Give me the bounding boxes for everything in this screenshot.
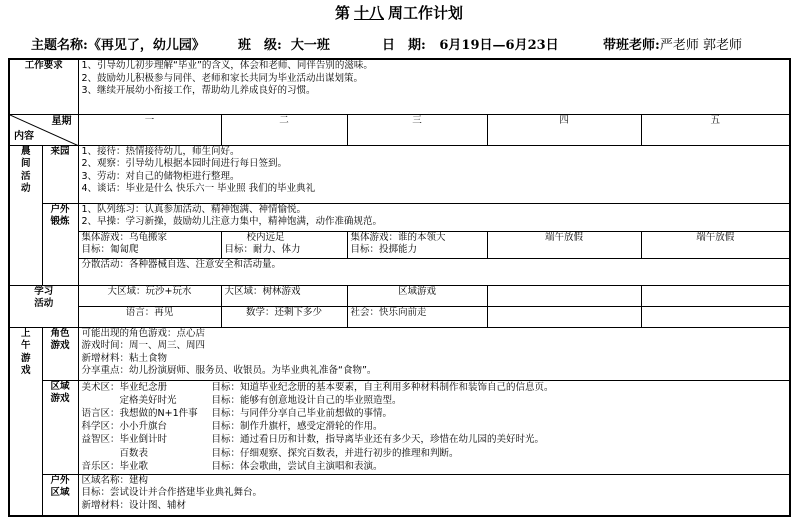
title-suffix: 周工作计划 xyxy=(388,4,464,22)
outdoor-day-fri: 端午放假 xyxy=(641,231,790,258)
study-lesson-wed: 社会：快乐向前走 xyxy=(347,306,487,327)
label-line: 户外 xyxy=(50,474,70,486)
cell-line: 校内远足 xyxy=(246,231,285,243)
activity-goal: 目标：制作升旗杆，感受定滑轮的作用。 xyxy=(211,421,383,433)
teacher-field xyxy=(603,34,742,53)
arrival-line: 3、劳动：对自己的储物柜进行整理。 xyxy=(81,170,240,182)
theme-value: 《再见了，幼儿园》 xyxy=(87,38,205,53)
area-row xyxy=(82,447,787,460)
label-line: 区域 xyxy=(50,487,70,498)
outdoor-area-label xyxy=(42,474,78,516)
label-char: 戏 xyxy=(20,365,31,376)
weekday-label: 星期 xyxy=(51,115,72,127)
work-line: 3、继续开展幼小衔接工作，帮助幼儿养成良好的习惯。 xyxy=(81,85,316,96)
class-value: 大一班 xyxy=(290,38,330,53)
activity-goal: 目标：仔细观察、探究百数表，并进行初步的推理和判断。 xyxy=(211,447,459,459)
study-empty xyxy=(641,285,790,306)
morning-activity-label xyxy=(9,145,42,285)
area-name: 音乐区： xyxy=(81,460,120,472)
role-line: 分享重点：幼儿扮演厨师、服务员、收银员。为毕业典礼准备“食物”。 xyxy=(81,365,377,376)
study-area-mon: 大区域：玩沙+玩水 xyxy=(78,285,221,306)
work-requirements-content xyxy=(78,59,790,114)
weekday-diagonal-header xyxy=(9,114,78,145)
outdoor-area-line: 区域名称：建构 xyxy=(81,474,149,486)
outdoor-day-wed xyxy=(347,231,487,258)
role-line: 可能出现的角色游戏：点心店 xyxy=(81,327,206,339)
teacher-value: 严老师 郭老师 xyxy=(659,38,742,53)
outdoor-day-tue xyxy=(221,231,347,258)
label-char: 晨 xyxy=(20,145,31,157)
arrival-line: 2、观察：引导幼儿根据本园时间进行每日签到。 xyxy=(81,158,288,169)
label-line: 区域 xyxy=(50,380,70,392)
outdoor-area-line: 新增材料：设计图、辅材 xyxy=(81,499,187,511)
study-area-tue: 大区域：树林游戏 xyxy=(221,285,347,306)
label-char: 动 xyxy=(20,183,31,194)
activity-name: 定格美好时光 xyxy=(119,394,177,406)
content-label: 内容 xyxy=(14,131,34,142)
label-line: 锻炼 xyxy=(50,216,70,227)
label-line: 角色 xyxy=(50,327,70,339)
page-title xyxy=(0,2,798,23)
outdoor-exercise-content xyxy=(78,203,790,231)
scatter-activity: 分散活动：各种器械自选、注意安全和活动量。 xyxy=(78,258,790,285)
outdoor-exercise-label xyxy=(42,203,78,285)
area-row xyxy=(82,381,787,394)
outdoor-line: 1、队列练习：认真参加活动、精神饱满、神情愉悦。 xyxy=(81,203,307,215)
area-name: 美术区： xyxy=(81,381,120,393)
work-requirements-label: 工作要求 xyxy=(9,59,78,114)
study-lesson-mon: 语言：再见 xyxy=(78,306,221,327)
work-line: 1、引导幼儿初步理解“毕业”的含义，体会和老师、同伴告别的滋味。 xyxy=(81,60,373,71)
outdoor-area-line: 目标：尝试设计并合作搭建毕业典礼舞台。 xyxy=(81,487,263,498)
label-char: 活 xyxy=(20,170,31,182)
label-line: 游戏 xyxy=(50,340,70,351)
theme-field xyxy=(31,34,205,53)
cell-line: 目标：耐力、体力 xyxy=(224,244,301,255)
activity-name: 我想做的N+1件事 xyxy=(119,407,198,419)
study-empty xyxy=(487,285,641,306)
activity-goal: 目标：体会歌曲，尝试自主演唱和表演。 xyxy=(211,460,383,472)
cell-line: 目标：匍匐爬 xyxy=(81,244,139,255)
area-games-label xyxy=(42,380,78,474)
activity-name: 毕业纪念册 xyxy=(119,381,168,393)
cell-line: 目标：投掷能力 xyxy=(350,244,418,255)
day-tue: 二 xyxy=(221,114,347,145)
title-prefix: 第 xyxy=(334,4,350,22)
label-line: 学习 xyxy=(34,285,54,297)
activity-name: 小小升旗台 xyxy=(119,421,168,433)
outdoor-line: 2、早操：学习新操，鼓励幼儿注意力集中，精神饱满，动作准确规范。 xyxy=(81,216,383,227)
teacher-label: 带班老师: xyxy=(603,38,660,53)
arrival-label: 来园 xyxy=(42,145,78,203)
activity-name: 毕业倒计时 xyxy=(119,434,168,446)
label-line: 活动 xyxy=(34,298,54,309)
area-games-content xyxy=(78,380,790,474)
label-char: 游 xyxy=(20,352,31,364)
arrival-line: 4、谈话：毕业是什么 快乐六一 毕业照 我们的毕业典礼 xyxy=(81,183,316,194)
label-char: 上 xyxy=(20,327,31,339)
day-mon: 一 xyxy=(78,114,221,145)
label-char: 间 xyxy=(20,158,31,169)
area-name: 语言区： xyxy=(81,407,120,419)
arrival-content xyxy=(78,145,790,203)
study-lesson-tue: 数学：还剩下多少 xyxy=(221,306,347,327)
week-number: 十八 xyxy=(353,4,384,22)
area-name: 益智区： xyxy=(81,434,120,446)
outdoor-day-thu: 端午放假 xyxy=(487,231,641,258)
day-wed: 三 xyxy=(347,114,487,145)
activity-name: 百数表 xyxy=(119,447,149,459)
study-empty xyxy=(487,306,641,327)
class-label: 班 级: xyxy=(238,38,282,53)
day-thu: 四 xyxy=(487,114,641,145)
morning-games-label xyxy=(9,327,42,516)
label-line: 户外 xyxy=(50,203,70,215)
study-empty xyxy=(641,306,790,327)
date-field xyxy=(382,34,559,53)
area-row xyxy=(82,394,787,407)
label-line: 游戏 xyxy=(50,393,70,404)
area-row xyxy=(82,420,787,433)
role-play-content xyxy=(78,327,790,380)
weekly-plan-table xyxy=(8,58,791,517)
area-row xyxy=(82,433,787,446)
date-label: 日 期: xyxy=(382,38,426,53)
class-field xyxy=(238,34,330,53)
activity-goal: 目标：知道毕业纪念册的基本要素，自主利用多种材料制作和装饰自己的信息页。 xyxy=(211,381,554,393)
study-area-wed: 区域游戏 xyxy=(347,285,487,306)
date-value: 6月19日—6月23日 xyxy=(439,38,559,53)
activity-goal: 目标：与同伴分享自己毕业前想做的事情。 xyxy=(211,407,393,419)
area-row xyxy=(82,460,787,473)
cell-line: 集体游戏：谁的本领大 xyxy=(350,231,446,243)
arrival-line: 1、接待：热情接待幼儿，师生问好。 xyxy=(81,145,240,157)
work-line: 2、鼓励幼儿积极参与同伴、老师和家长共同为毕业活动出谋划策。 xyxy=(81,72,364,84)
activity-name: 毕业歌 xyxy=(119,460,149,472)
theme-label: 主题名称: xyxy=(31,38,88,53)
cell-line: 集体游戏：乌龟搬家 xyxy=(81,231,168,243)
label-char: 午 xyxy=(20,340,31,351)
role-play-label xyxy=(42,327,78,380)
day-fri: 五 xyxy=(641,114,790,145)
outdoor-area-content xyxy=(78,474,790,516)
role-line: 游戏时间：周一、周三、周四 xyxy=(81,340,206,351)
activity-goal: 目标：通过看日历和计数，指导离毕业还有多少天，珍惜在幼儿园的美好时光。 xyxy=(211,434,545,446)
activity-goal: 目标：能够有创意地设计自己的毕业照造型。 xyxy=(211,394,402,406)
area-name: 科学区： xyxy=(81,421,120,433)
area-row xyxy=(82,407,787,420)
role-line: 新增材料：粘土食物 xyxy=(81,352,168,364)
study-activity-label xyxy=(9,285,78,327)
outdoor-day-mon xyxy=(78,231,221,258)
